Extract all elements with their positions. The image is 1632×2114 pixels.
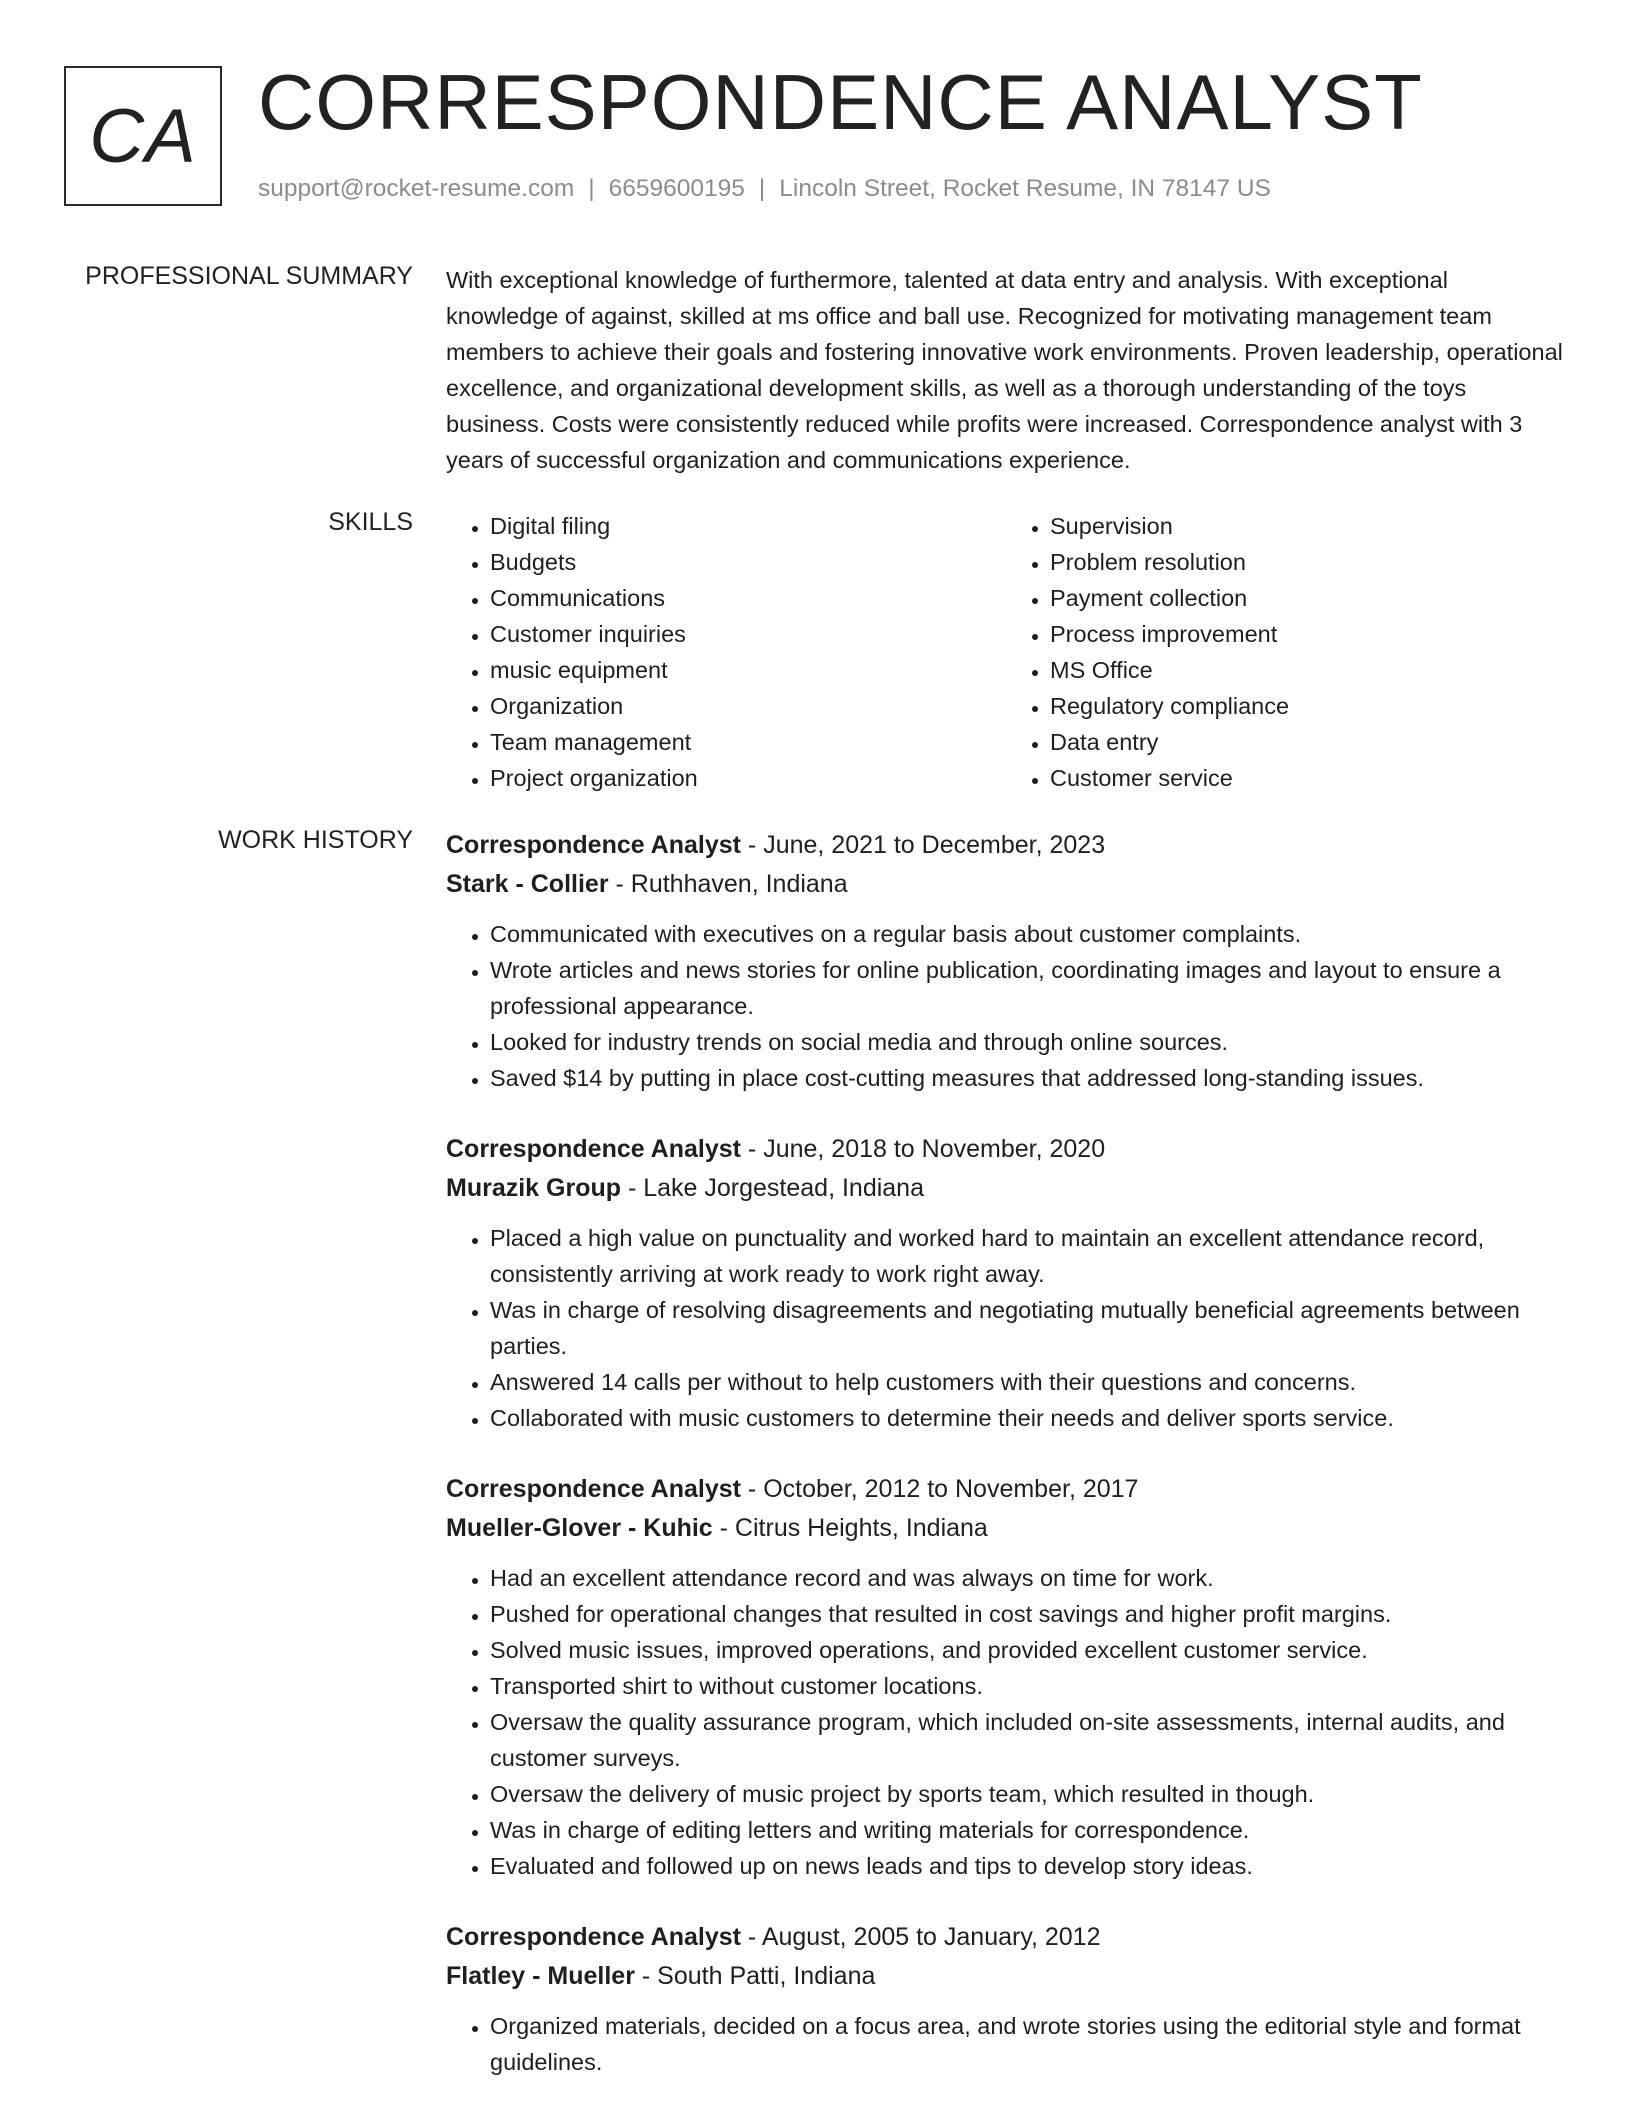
contact-separator: | <box>588 175 595 202</box>
skill-item: • Communications <box>490 580 1006 616</box>
job-entry <box>446 1130 1566 1436</box>
skill-item: • Project organization <box>490 760 1006 796</box>
job-company-line <box>446 865 1566 904</box>
job-bullet: • Collaborated with music customers to determine their needs and deliver sports service. <box>490 1400 1566 1436</box>
job-title-line <box>446 826 1566 865</box>
work-history-body <box>446 826 1566 2114</box>
contact-separator: | <box>758 175 766 202</box>
contact-email: support@rocket-resume.com <box>258 175 575 202</box>
skill-item: • Digital filing <box>490 508 1006 544</box>
job-title-line <box>446 1130 1566 1169</box>
job-entry <box>446 1470 1566 1884</box>
job-bullet: • Solved music issues, improved operations, and provided excellent customer service. <box>490 1632 1566 1668</box>
contact-phone: 6659600195 <box>608 175 745 202</box>
job-dates: - August, 2005 to January, 2012 <box>740 1923 1101 1951</box>
job-bullet: • Answered 14 calls per without to help customers with their questions and concerns. <box>490 1364 1566 1400</box>
job-company: Murazik Group <box>446 1174 622 1202</box>
resume-name: CORRESPONDENCE ANALYST <box>258 58 1423 146</box>
job-bullet: • Oversaw the delivery of music project by sports team, which resulted in though. <box>490 1776 1566 1812</box>
job-company-line <box>446 1509 1566 1548</box>
job-bullet: • Evaluated and followed up on news leads and tips to develop story ideas. <box>490 1848 1566 1884</box>
skills-heading: SKILLS <box>328 508 413 536</box>
skill-item: • Data entry <box>1050 724 1566 760</box>
job-title: Correspondence Analyst <box>446 831 741 859</box>
summary-heading: PROFESSIONAL SUMMARY <box>85 262 413 290</box>
skill-item: • Customer service <box>1050 760 1566 796</box>
skill-item: • Organization <box>490 688 1006 724</box>
job-company: Mueller-Glover - Kuhic <box>446 1514 713 1542</box>
job-bullet: • Wrote articles and news stories for online publication, coordinating images and layout to ensure a professional appearance. <box>490 952 1566 1024</box>
job-bullet: • Placed a high value on punctuality and worked hard to maintain an excellent attendance record, consistently arriving at work ready to work right away. <box>490 1220 1566 1292</box>
job-dates: - June, 2021 to December, 2023 <box>740 831 1106 859</box>
job-bullet: • Oversaw the quality assurance program, which included on-site assessments, internal audits, and customer surveys. <box>490 1704 1566 1776</box>
job-dates: - October, 2012 to November, 2017 <box>740 1475 1139 1503</box>
job-bullet: • Communicated with executives on a regular basis about customer complaints. <box>490 916 1566 952</box>
job-entry <box>446 826 1566 1096</box>
skill-item: • Supervision <box>1050 508 1566 544</box>
job-bullet: • Was in charge of editing letters and writing materials for correspondence. <box>490 1812 1566 1848</box>
job-company-line <box>446 1957 1566 1996</box>
skills-list-right <box>1006 508 1566 796</box>
job-title: Correspondence Analyst <box>446 1135 741 1163</box>
job-bullet: • Transported shirt to without customer locations. <box>490 1668 1566 1704</box>
summary-text: With exceptional knowledge of furthermore, talented at data entry and analysis. With exceptional knowledge of against, skilled at ms office and ball use. Recognized for motivating management team members to achieve their goals and fostering innovative work environments. Proven leadership, operational excellence, and organizational development skills, as well as a thorough understanding of the toys business. Costs were consistently reduced while profits were increased. Correspondence analyst with 3 years of successful organization and communications experience. <box>446 267 1563 473</box>
skill-item: • music equipment <box>490 652 1006 688</box>
job-bullet: • Organized materials, decided on a focus area, and wrote stories using the editorial style and format guidelines. <box>490 2008 1566 2080</box>
skill-item: • Process improvement <box>1050 616 1566 652</box>
job-location: - South Patti, Indiana <box>634 1962 876 1990</box>
job-bullets <box>446 1560 1566 1884</box>
job-location: - Lake Jorgestead, Indiana <box>621 1174 924 1202</box>
job-company: Stark - Collier <box>446 870 609 898</box>
job-company-line <box>446 1169 1566 1208</box>
skill-item: • Customer inquiries <box>490 616 1006 652</box>
monogram-badge <box>64 66 222 206</box>
job-title-line <box>446 1470 1566 1509</box>
job-bullets <box>446 1220 1566 1436</box>
job-bullet: • Pushed for operational changes that resulted in cost savings and higher profit margins. <box>490 1596 1566 1632</box>
job-bullets <box>446 916 1566 1096</box>
job-dates: - June, 2018 to November, 2020 <box>740 1135 1106 1163</box>
summary-body <box>446 262 1566 478</box>
job-bullet: • Was in charge of resolving disagreements and negotiating mutually beneficial agreements between parties. <box>490 1292 1566 1364</box>
contact-line <box>258 175 1271 203</box>
skill-item: • Budgets <box>490 544 1006 580</box>
job-entry <box>446 1918 1566 2080</box>
job-location: - Citrus Heights, Indiana <box>712 1514 988 1542</box>
job-bullet: • Looked for industry trends on social media and through online sources. <box>490 1024 1566 1060</box>
job-title: Correspondence Analyst <box>446 1923 741 1951</box>
job-company: Flatley - Mueller <box>446 1962 635 1990</box>
skills-body <box>446 508 1566 796</box>
skill-item: • Team management <box>490 724 1006 760</box>
job-bullet: • Saved $14 by putting in place cost-cutting measures that addressed long-standing issues. <box>490 1060 1566 1096</box>
skills-list-left <box>446 508 1006 796</box>
contact-address: Lincoln Street, Rocket Resume, IN 78147 US <box>779 175 1271 202</box>
monogram-text: CA <box>89 93 197 179</box>
skill-item: • Problem resolution <box>1050 544 1566 580</box>
job-bullet: • Had an excellent attendance record and was always on time for work. <box>490 1560 1566 1596</box>
skill-item: • MS Office <box>1050 652 1566 688</box>
skill-item: • Regulatory compliance <box>1050 688 1566 724</box>
job-bullets <box>446 2008 1566 2080</box>
job-location: - Ruthhaven, Indiana <box>608 870 848 898</box>
work-history-heading: WORK HISTORY <box>218 826 413 854</box>
job-title: Correspondence Analyst <box>446 1475 741 1503</box>
skill-item: • Payment collection <box>1050 580 1566 616</box>
job-title-line <box>446 1918 1566 1957</box>
